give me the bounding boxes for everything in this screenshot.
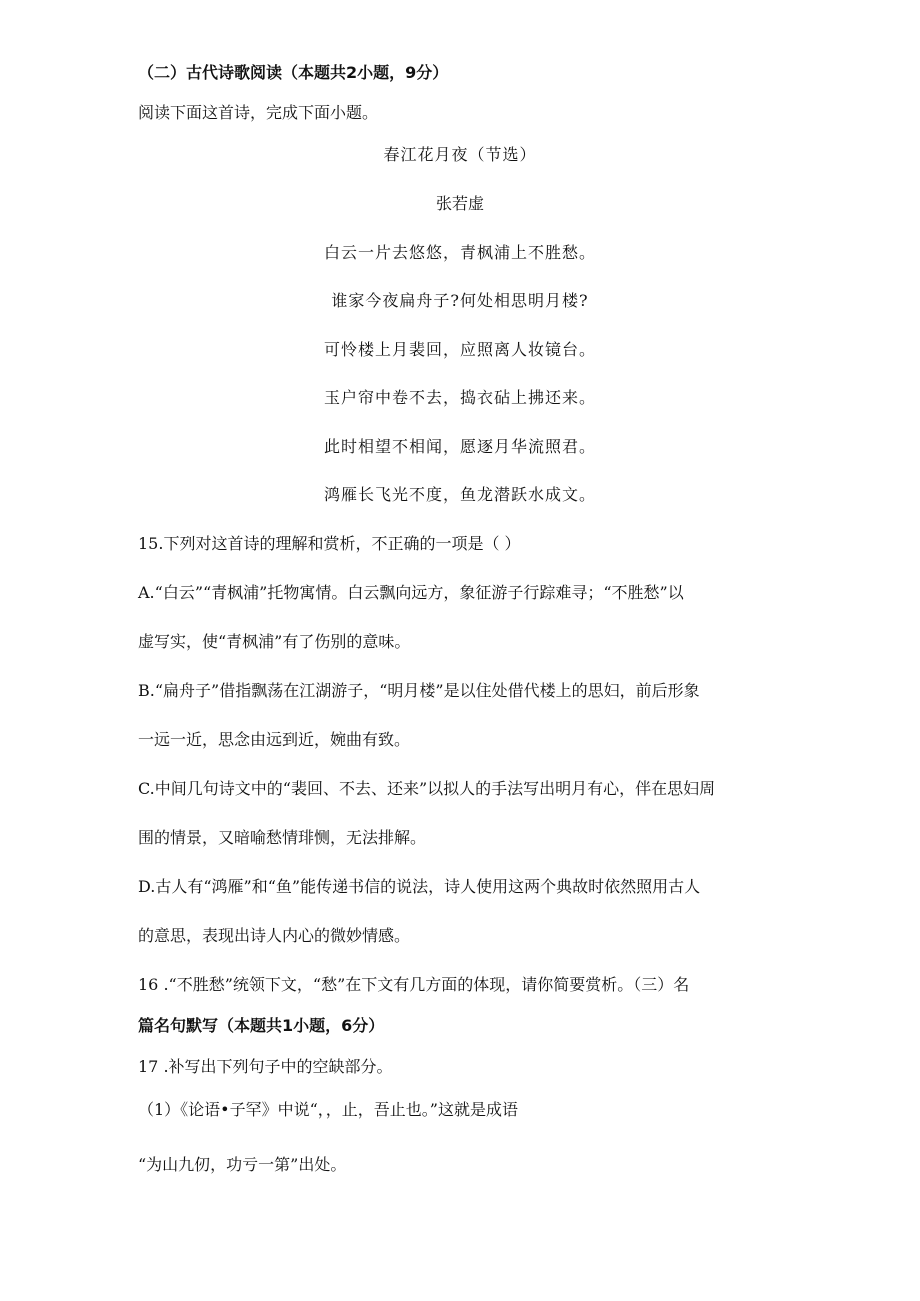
instruction-text: 阅读下面这首诗，完成下面小题。 [138,103,379,122]
option-b-line2: 一远一近，思念由远到近，婉曲有致。 [138,730,411,749]
question-16-text: 16 .“不胜愁”统领下文，“愁”在下文有几方面的体现，请你简要赏析。（三）名 [138,975,690,994]
poem-line: 可怜楼上月裴回，应照离人妆镜台。 [323,340,596,359]
poem-line: 白云一片去悠悠，青枫浦上不胜愁。 [323,243,596,262]
option-b-line1: B.“扁舟子”借指飘荡在江湖游子，“明月楼”是以住处借代楼上的思妇，前后形象 [138,681,700,700]
poem-line: 玉户帘中卷不去，捣衣砧上拂还来。 [323,388,596,407]
option-c-line2: 围的情景，又暗喻愁情琲恻，无法排解。 [138,828,427,847]
option-a-line2: 虚写实，使“青枫浦”有了伤别的意味。 [138,632,411,651]
section-heading-recitation: 篇名句默写（本题共1小题，6分） [138,1016,385,1035]
section-heading-poetry: （二）古代诗歌阅读（本题共2小题，9分） [138,63,449,82]
poem-line: 鸿雁长飞光不度，鱼龙潜跃水成文。 [323,485,596,504]
poem-title: 春江花月夜（节选） [383,145,537,164]
option-d-line2: 的意思，表现出诗人内心的微妙情感。 [138,926,411,945]
question-17-part1: （1）《论语•子罕》中说“，，止，吾止也。”这就是成语 [138,1100,518,1119]
poem-line: 此时相望不相闻，愿逐月华流照君。 [323,437,596,456]
poem-line: 谁家今夜扁舟子?何处相思明月楼? [331,291,589,310]
option-c-line1: C.中间几句诗文中的“裴回、不去、还来”以拟人的手法写出明月有心，伴在思妇周 [138,779,716,798]
option-d-line1: D.古人有“鸿雁”和“鱼”能传递书信的说法，诗人使用这两个典故时依然照用古人 [138,877,701,896]
poem-author: 张若虚 [435,194,484,213]
option-a-line1: A.“白云”“青枫浦”托物寓情。白云飘向远方，象征游子行踪难寻；“不胜愁”以 [138,583,684,602]
question-15-stem: 15.下列对这首诗的理解和赏析，不正确的一项是（ ） [138,534,521,553]
question-17-stem: 17 .补写出下列句子中的空缺部分。 [138,1057,393,1076]
question-17-part1-cont: “为山九仞，功亏一第”出处。 [138,1155,347,1174]
